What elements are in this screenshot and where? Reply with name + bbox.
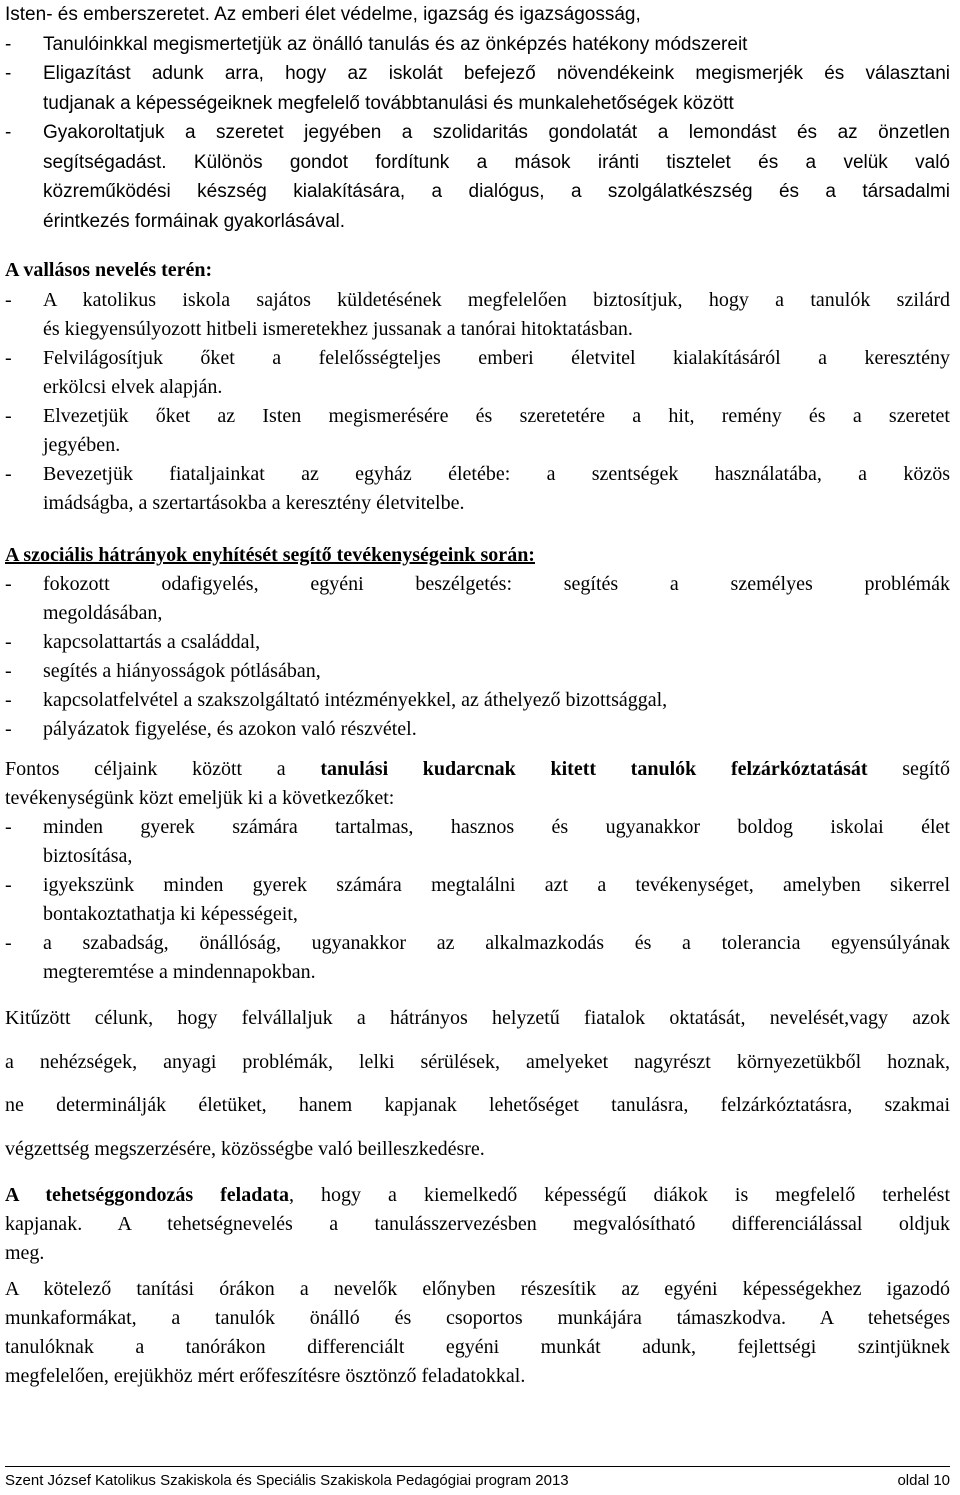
- list-item: - Bevezetjük fiataljainkat az egyház életébe: a szentségek használatába, a közös: [5, 460, 950, 489]
- paragraph-line: munkaformákat, a tanulók önálló és csoportos munkájára támaszkodva. A tehetséges: [5, 1307, 950, 1329]
- paragraph-line: meg.: [5, 1242, 45, 1264]
- mandatory-section: [5, 1275, 950, 1391]
- page-footer: [5, 1471, 950, 1491]
- paragraph-line: tanulóknak a tanórákon differenciált egyéni munkát adunk, fejlettségi szintjüknek: [5, 1336, 950, 1358]
- list-item: - pályázatok figyelése, és azokon való részvétel.: [5, 715, 950, 744]
- bullet-dash: -: [5, 63, 12, 84]
- list-item: - Tanulóinkkal megismertetjük az önálló tanulás és az önképzés hatékony módszereit: [5, 30, 950, 60]
- section-heading: A szociális hátrányok enyhítését segítő tevékenységeink során:: [5, 544, 535, 566]
- paragraph-line: végzettség megszerzésére, közösségbe való beilleszkedésre.: [5, 1137, 485, 1160]
- talent-section: [5, 1181, 950, 1268]
- bullet-dash: -: [5, 33, 12, 55]
- list-item: - igyekszünk minden gyerek számára megtalálni azt a tevékenységet, amelyben sikerrel: [5, 871, 950, 900]
- bullet-dash: -: [5, 631, 12, 653]
- list-item: - minden gyerek számára tartalmas, hasznos és ugyanakkor boldog iskolai élet: [5, 813, 950, 842]
- bullet-dash: -: [5, 347, 12, 369]
- bullet-dash: -: [5, 289, 12, 311]
- list-item: - segítés a hiányosságok pótlásában,: [5, 657, 950, 686]
- bullet-dash: -: [5, 660, 12, 682]
- footer-divider: [5, 1466, 950, 1467]
- bullet-dash: -: [5, 405, 12, 427]
- paragraph-line: ne determinálják életüket, hanem kapjanak lehetőséget tanulásra, felzárkóztatásra, szakmai: [5, 1094, 950, 1116]
- bullet-dash: -: [5, 718, 12, 740]
- goal-section: [5, 997, 950, 1171]
- list-item: - a szabadság, önállóság, ugyanakkor az alkalmazkodás és a tolerancia egyensúlyának: [5, 929, 950, 958]
- list-item: - kapcsolatfelvétel a szakszolgáltató intézményekkel, az áthelyező bizottsággal,: [5, 686, 950, 715]
- paragraph-line: a nehézségek, anyagi problémák, lelki sérülések, amelyeket nagyrészt környezetükből hoznak,: [5, 1050, 950, 1073]
- paragraph-line: Kitűzött célunk, hogy felvállaljuk a hátrányos helyzetű fiatalok oktatását, nevelését,vagy azok: [5, 1007, 950, 1029]
- list-item: - Gyakoroltatjuk a szeretet jegyében a szolidaritás gondolatát a lemondást és az önzetlen: [5, 118, 950, 148]
- bullet-dash: -: [5, 816, 12, 838]
- paragraph-line: megfelelően, erejükhöz mért erőfeszítésre ösztönző feladatokkal.: [5, 1365, 526, 1387]
- list-item: - fokozott odafigyelés, egyéni beszélgetés: segítés a személyes problémák: [5, 570, 950, 599]
- paragraph-line: A tehetséggondozás feladata, hogy a kiemelkedő képességű diákok is megfelelő terhelést: [5, 1184, 950, 1206]
- section-heading: A vallásos nevelés terén:: [5, 259, 213, 281]
- bullet-dash: -: [5, 122, 12, 143]
- list-item: - A katolikus iskola sajátos küldetésének megfelelően biztosítjuk, hogy a tanulók szilárd: [5, 286, 950, 315]
- footer-title: Szent József Katolikus Szakiskola és Speciális Szakiskola Pedagógiai program 2013: [5, 1472, 569, 1489]
- paragraph-line: Fontos céljaink között a tanulási kudarcnak kitett tanulók felzárkóztatását segítő: [5, 758, 951, 780]
- social-section: A szociális hátrányok enyhítését segítő tevékenységeink során: - fokozott odafigyelés, egyéni beszélgetés: segítés a személyes problémák megoldásában, - kapcsolattartás a családdal, - segítés a hiányosságok pótlásában, - kapcsolatfelvétel a szakszolgáltató intézményekkel, az áthelyező bizottsággal, - pályázatok figyelése, és azokon való részvétel.: [5, 541, 950, 744]
- list-item: - Eligazítást adunk arra, hogy az iskolát befejező növendékeink megismerjék és választani: [5, 59, 950, 89]
- intro-section: Isten- és emberszeretet. Az emberi élet védelme, igazság és igazságosság, - Tanulóinkkal megismertetjük az önálló tanulás és az önképzés hatékony módszereit - Eligazítást adunk arra, hogy az iskolát befejező növendékeink megismerjék és választani tudjanak a képességeiknek megfelelő továbbtanulási és munkalehetőségek között - Gyakoroltatjuk a szeretet jegyében a szolidaritás gondolatát a lemondást és az önzetlen segítségadást. Különös gondot fordítunk a mások iránti tisztelet és a velük való közreműködési készség kialakítására, a dialógus, a szolgálatkészség és a társadalmi érintkezés formáinak gyakorlásával.: [5, 0, 950, 236]
- bullet-dash: -: [5, 932, 12, 954]
- list-item: - kapcsolattartás a családdal,: [5, 628, 950, 657]
- list-item: - Felvilágosítjuk őket a felelősségteljes emberi életvitel kialakításáról a keresztény: [5, 344, 950, 373]
- page-number: oldal 10: [897, 1472, 950, 1489]
- intro-line: Isten- és emberszeretet. Az emberi élet védelme, igazság és igazságosság,: [5, 4, 641, 25]
- paragraph-line: kapjanak. A tehetségnevelés a tanulásszervezésben megvalósítható differenciálással oldjuk: [5, 1213, 950, 1235]
- catchup-section: Fontos céljaink között a tanulási kudarcnak kitett tanulók felzárkóztatását segítő tevékenységünk közt emeljük ki a következőket: - minden gyerek számára tartalmas, hasznos és ugyanakkor boldog iskolai élet biztosítása, - igyekszünk minden gyerek számára megtalálni azt a tevékenységet, amelyben sikerrel bontakoztathatja ki képességeit, - a szabadság, önállóság, ugyanakkor az alkalmazkodás és a tolerancia egyensúlyának megteremtése a mindennapokban.: [5, 755, 950, 987]
- religious-section: A vallásos nevelés terén: - A katolikus iskola sajátos küldetésének megfelelően biztosítjuk, hogy a tanulók szilárd és kiegyensúlyozott hitbeli ismeretekhez jussanak a tanórai hitoktatásban. - Felvilágosítjuk őket a felelősségteljes emberi életvitel kialakításáról a keresztény erkölcsi elvek alapján. - Elvezetjük őket az Isten megismerésére és szeretetére a hit, remény és a szeretet jegyében. - Bevezetjük fiataljainkat az egyház életébe: a szentségek használatába, a közös imádságba, a szertartásokba a keresztény életvitelbe.: [5, 256, 950, 518]
- bullet-dash: -: [5, 463, 12, 485]
- paragraph-line: A kötelező tanítási órákon a nevelők előnyben részesítik az egyéni képességekhez igazodó: [5, 1278, 950, 1300]
- bullet-dash: -: [5, 689, 12, 711]
- bullet-dash: -: [5, 573, 12, 595]
- bullet-dash: -: [5, 874, 12, 896]
- paragraph-line: tevékenységünk közt emeljük ki a következőket:: [5, 787, 395, 809]
- list-item: - Elvezetjük őket az Isten megismerésére és szeretetére a hit, remény és a szeretet: [5, 402, 950, 431]
